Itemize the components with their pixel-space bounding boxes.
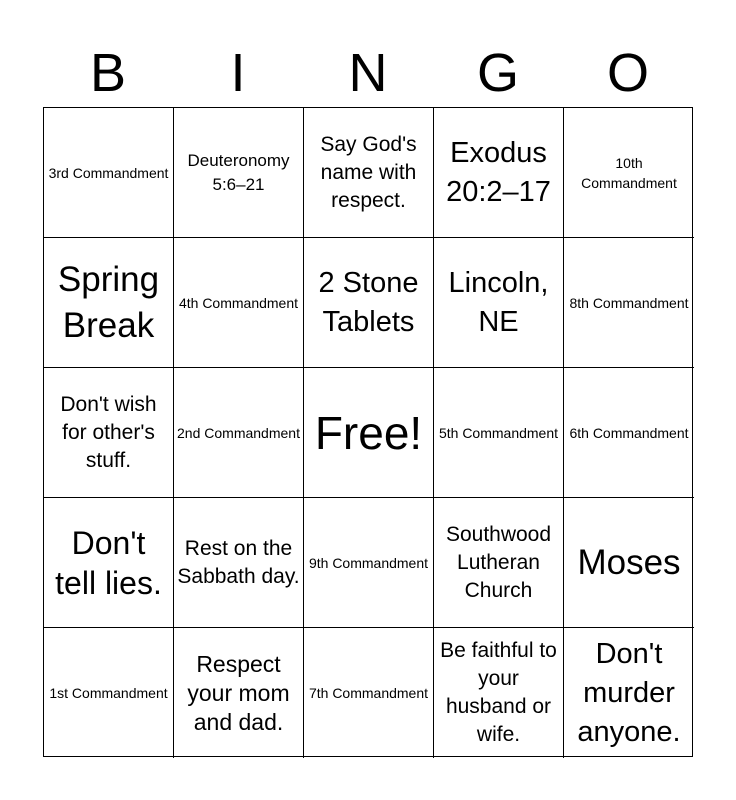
cell-text: Exodus 20:2–17	[446, 136, 551, 208]
bingo-card	[43, 107, 693, 757]
bingo-cell[interactable]	[44, 628, 174, 758]
cell-text: 2nd Commandment	[177, 424, 300, 441]
bingo-cell[interactable]	[44, 368, 174, 498]
bingo-cell[interactable]	[304, 498, 434, 628]
cell-text: Be faithful to your husband or wife.	[440, 639, 557, 746]
cell-text: Moses	[577, 542, 681, 582]
cell-text: 2 Stone Tablets	[318, 266, 419, 338]
cell-text: Don't tell lies.	[55, 524, 162, 601]
bingo-cell[interactable]	[434, 628, 564, 758]
cell-text: Deuteronomy 5:6–21	[187, 150, 290, 194]
cell-text: Respect your mom and dad.	[187, 650, 290, 735]
bingo-cell[interactable]	[434, 498, 564, 628]
bingo-cell[interactable]	[174, 238, 304, 368]
cell-text: 9th Commandment	[308, 554, 429, 571]
bingo-cell[interactable]	[434, 238, 564, 368]
header-letter-o: O	[606, 43, 649, 103]
free-space-cell[interactable]	[304, 368, 434, 498]
bingo-cell[interactable]	[564, 368, 694, 498]
bingo-cell[interactable]	[174, 108, 304, 238]
cell-text: 5th Commandment	[438, 424, 559, 441]
cell-text: 6th Commandment	[569, 424, 689, 441]
cell-text: 8th Commandment	[569, 294, 689, 311]
bingo-cell[interactable]	[174, 498, 304, 628]
cell-text: Say God's name with respect.	[320, 132, 417, 212]
bingo-cell[interactable]	[174, 628, 304, 758]
cell-text: 1st Commandment	[49, 685, 168, 701]
bingo-cell[interactable]	[564, 498, 694, 628]
cell-text: Lincoln, NE	[448, 266, 549, 338]
bingo-cell[interactable]	[44, 498, 174, 628]
bingo-cell[interactable]	[434, 368, 564, 498]
bingo-cell[interactable]	[304, 238, 434, 368]
cell-text: 10th Commandment	[581, 154, 677, 191]
bingo-cell[interactable]	[434, 108, 564, 238]
bingo-cell[interactable]	[44, 238, 174, 368]
bingo-header	[43, 40, 693, 106]
bingo-cell[interactable]	[564, 108, 694, 238]
bingo-cell[interactable]	[564, 238, 694, 368]
cell-text: Don't murder anyone.	[577, 637, 681, 748]
bingo-cell[interactable]	[564, 628, 694, 758]
cell-text: Southwood Lutheran Church	[445, 522, 552, 602]
cell-text: 3rd Commandment	[48, 164, 169, 181]
header-letter-n: N	[348, 43, 388, 103]
bingo-cell[interactable]	[174, 368, 304, 498]
bingo-cell[interactable]	[44, 108, 174, 238]
cell-text: Spring Break	[57, 259, 160, 345]
header-letter-g: G	[476, 43, 519, 103]
bingo-cell[interactable]	[304, 108, 434, 238]
cell-text: 7th Commandment	[308, 685, 429, 701]
cell-text: Don't wish for other's stuff.	[60, 392, 157, 472]
bingo-cell[interactable]	[304, 628, 434, 758]
cell-text: Rest on the Sabbath day.	[177, 536, 300, 588]
header-letter-i: I	[230, 43, 246, 103]
header-letter-b: B	[89, 43, 127, 103]
free-space-text: Free!	[314, 406, 423, 459]
cell-text: 4th Commandment	[178, 294, 299, 311]
